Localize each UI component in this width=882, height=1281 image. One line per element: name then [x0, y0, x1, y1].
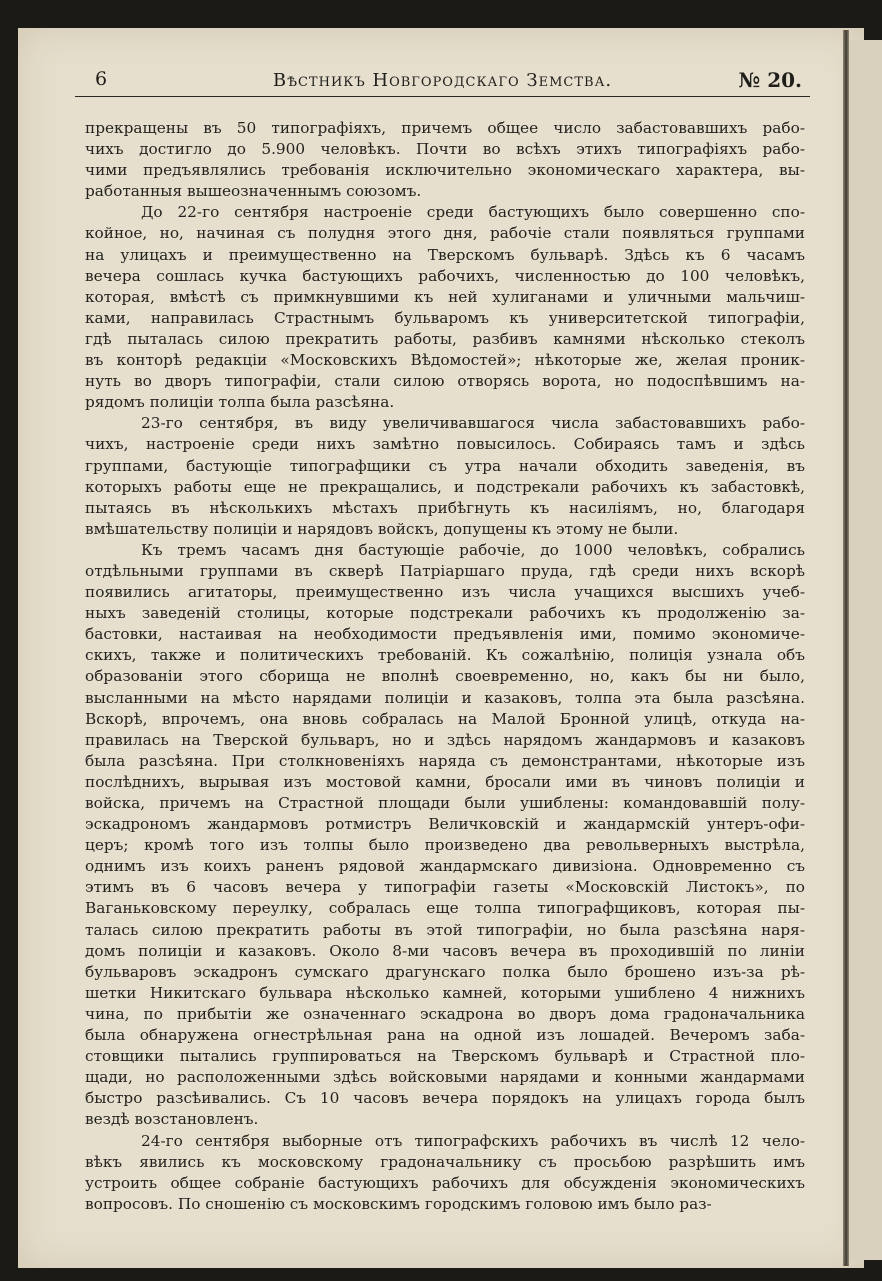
- text-line: отдѣльными группами въ скверѣ Патріаршаго пруда, гдѣ среди нихъ вскорѣ: [85, 561, 805, 580]
- running-header: [75, 56, 810, 97]
- text-line: ныхъ заведеній столицы, которые подстрекали рабочихъ къ продолженію за-: [85, 604, 805, 623]
- text-line: скихъ, также и политическихъ требованій. Къ сожалѣнію, полиція узнала объ: [85, 646, 805, 665]
- text-line: правилась на Тверской бульваръ, но и здѣсь нарядомъ жандармовъ и казаковъ: [85, 730, 805, 749]
- text-line: эскадрономъ жандармовъ ротмистръ Величковскій и жандармскій унтеръ-офи-: [85, 815, 805, 834]
- issue-number: № 20.: [738, 68, 802, 92]
- text-line: вечера сошлась кучка бастующихъ рабочихъ, численностью до 100 человѣкъ,: [85, 266, 805, 285]
- text-line: койное, но, начиная съ полудня этого дня, рабочіе стали появляться группами: [85, 224, 805, 243]
- text-line: гдѣ пыталась силою прекратить работы, разбивъ камнями нѣсколько стеколъ: [85, 329, 805, 348]
- text-line: послѣднихъ, вырывая изъ мостовой камни, бросали ими въ чиновъ полиціи и: [85, 772, 805, 791]
- book-spine: [843, 30, 849, 1266]
- text-line: чими предъявлялись требованія исключительно экономическаго характера, вы-: [85, 161, 805, 180]
- paragraph: [85, 202, 805, 413]
- text-line: чихъ достигло до 5.900 человѣкъ. Почти во всѣхъ этихъ типографіяхъ рабо-: [85, 140, 805, 159]
- text-line: быстро разсѣивались. Съ 10 часовъ вечера порядокъ на улицахъ города былъ: [85, 1089, 805, 1108]
- text-line: рядомъ полиціи толпа была разсѣяна.: [85, 393, 395, 412]
- text-line: была разсѣяна. При столкновеніяхъ наряда съ демонстрантами, нѣкоторые изъ: [85, 751, 805, 770]
- text-line: войска, причемъ на Страстной площади были ушиблены: командовавшій полу-: [85, 794, 805, 812]
- text-line: въ конторѣ редакціи «Московскихъ Вѣдомостей»; нѣкоторые же, желая проник-: [85, 351, 805, 370]
- text-line: Вскорѣ, впрочемъ, она вновь собралась на Малой Бронной улицѣ, откуда на-: [85, 709, 805, 728]
- text-line: талась силою прекратить работы въ этой типографіи, но была разсѣяна наря-: [85, 920, 805, 939]
- text-line: пытаясь въ нѣсколькихъ мѣстахъ прибѣгнуть къ насиліямъ, но, благодаря: [85, 498, 805, 517]
- paragraph: [85, 413, 805, 540]
- text-line: вопросовъ. По сношенію съ московскимъ городскимъ головою имъ было раз-: [85, 1194, 712, 1213]
- text-line: ками, направилась Страстнымъ бульваромъ къ университетской типографіи,: [85, 308, 805, 327]
- text-line: церъ; кромѣ того изъ толпы было произведено два револьверныхъ выстрѣла,: [85, 836, 805, 855]
- text-line: появились агитаторы, преимущественно изъ числа учащихся высшихъ учеб-: [85, 583, 805, 602]
- text-line: однимъ изъ коихъ раненъ рядовой жандармскаго дивизіона. Одновременно съ: [85, 857, 805, 876]
- text-line: вмѣшательству полиціи и нарядовъ войскъ, допущены къ этому не были.: [85, 519, 679, 538]
- article-body: [85, 118, 805, 1215]
- text-line: вѣкъ явились къ московскому градоначальнику съ просьбою разрѣшить имъ: [85, 1152, 805, 1171]
- text-line: 24-го сентября выборные отъ типографскихъ рабочихъ въ числѣ 12 чело-: [141, 1131, 805, 1150]
- text-line: на улицахъ и преимущественно на Тверскомъ бульварѣ. Здѣсь къ 6 часамъ: [85, 245, 805, 264]
- paragraph: [85, 118, 805, 202]
- text-line: устроить общее собраніе бастующихъ рабочихъ для обсужденія экономическихъ: [85, 1173, 805, 1192]
- paragraph: [85, 540, 805, 1131]
- text-line: образованіи этого сборища не вполнѣ своевременно, но, какъ бы ни было,: [85, 667, 805, 686]
- adjacent-page-edge: [848, 40, 882, 1260]
- text-line: нуть во дворъ типографіи, стали силою отворясь ворота, но подоспѣвшимъ на-: [85, 372, 805, 391]
- text-line: чихъ, настроеніе среди нихъ замѣтно повысилось. Собираясь тамъ и здѣсь: [85, 435, 805, 454]
- text-line: высланными на мѣсто нарядами полиціи и казаковъ, толпа эта была разсѣяна.: [85, 688, 805, 707]
- text-line: щади, но расположенными здѣсь войсковыми нарядами и конными жандармами: [85, 1068, 805, 1087]
- page-number: 6: [95, 68, 108, 90]
- text-line: бульваровъ эскадронъ сумскаго драгунскаго полка было брошено изъ-за рѣ-: [85, 962, 805, 981]
- text-line: стовщики пытались группироваться на Тверскомъ бульварѣ и Страстной пло-: [85, 1047, 805, 1066]
- text-line: чина, по прибытіи же означеннаго эскадрона во дворъ дома градоначальника: [85, 1004, 805, 1023]
- text-line: прекращены въ 50 типографіяхъ, причемъ общее число забастовавшихъ рабо-: [85, 119, 805, 137]
- text-line: была обнаружена огнестрѣльная рана на одной изъ лошадей. Вечеромъ заба-: [85, 1026, 805, 1045]
- text-line: шетки Никитскаго бульвара нѣсколько камней, которыми ушиблено 4 нижнихъ: [85, 983, 805, 1002]
- text-line: 23-го сентября, въ виду увеличивавшагося числа забастовавшихъ рабо-: [141, 414, 805, 433]
- text-line: Къ тремъ часамъ дня бастующіе рабочіе, до 1000 человѣкъ, собрались: [141, 540, 805, 559]
- paragraph: [85, 1131, 805, 1215]
- text-line: Ваганьковскому переулку, собралась еще толпа типографщиковъ, которая пы-: [85, 899, 805, 918]
- text-line: этимъ въ 6 часовъ вечера у типографіи газеты «Московскій Листокъ», по: [85, 878, 805, 897]
- journal-title: Вѣстникъ Новгородскаго Земства.: [272, 70, 613, 91]
- text-line: вездѣ возстановленъ.: [85, 1110, 259, 1129]
- text-line: бастовки, настаивая на необходимости предъявленія ими, помимо экономиче-: [85, 625, 805, 644]
- text-line: группами, бастующіе типографщики съ утра начали обходить заведенія, въ: [85, 456, 805, 475]
- text-line: До 22-го сентября настроеніе среди бастующихъ было совершенно спо-: [141, 203, 805, 222]
- text-line: которыхъ работы еще не прекращались, и подстрекали рабочихъ къ забастовкѣ,: [85, 477, 805, 496]
- text-line: работанныя вышеозначеннымъ союзомъ.: [85, 182, 422, 201]
- text-line: которая, вмѣстѣ съ примкнувшими къ ней хулиганами и уличными мальчиш-: [85, 287, 805, 306]
- text-line: домъ полиціи и казаковъ. Около 8-ми часовъ вечера въ проходившій по линіи: [85, 941, 805, 960]
